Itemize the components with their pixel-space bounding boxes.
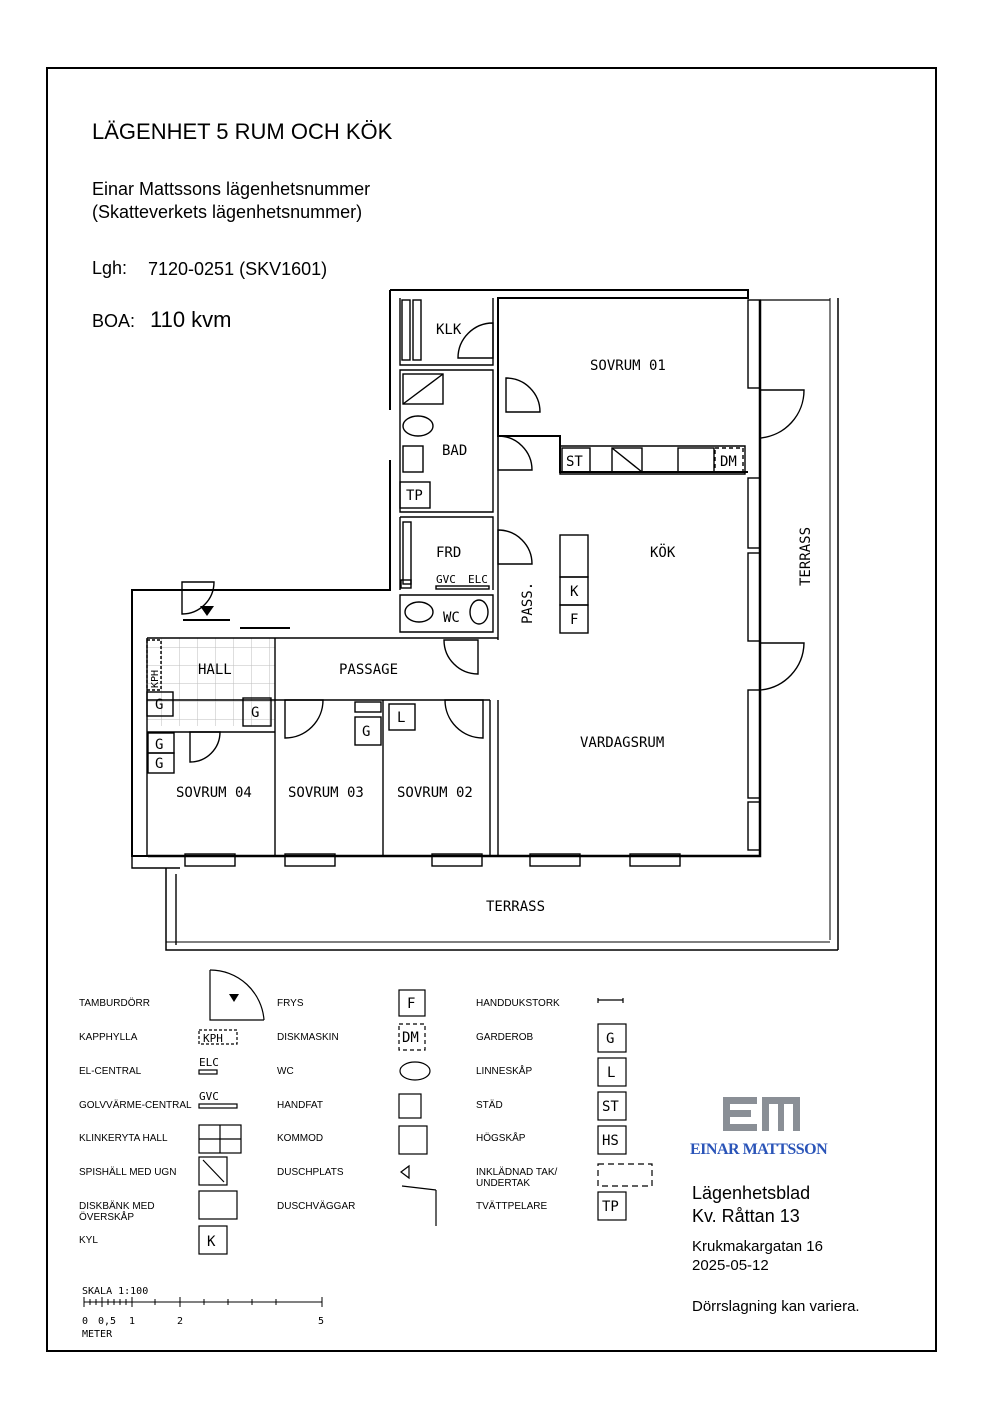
scale-tick-0: 0 [82, 1316, 89, 1327]
door-frd [498, 530, 532, 564]
scale-tick-05: 0,5 [98, 1316, 117, 1327]
door-bad [498, 436, 532, 470]
legend-sym-k: K [207, 1234, 216, 1250]
door-sovrum03 [285, 700, 323, 738]
page-title: LÄGENHET 5 RUM OCH KÖK [92, 119, 393, 144]
entrance-arrow [200, 606, 214, 616]
door-sovrum02 [445, 700, 483, 738]
fixture-elc: ELC [468, 573, 488, 586]
legend-stad: STÄD [476, 1100, 503, 1111]
legend-golvvarme: GOLVVÄRME-CENTRAL [79, 1100, 192, 1111]
info-address: Krukmakargatan 16 [692, 1238, 823, 1255]
info-date: 2025-05-12 [692, 1257, 769, 1274]
subtitle-line-1: Einar Mattssons lägenhetsnummer [92, 179, 371, 199]
legend-wc: WC [277, 1066, 294, 1077]
legend-tvattpelare: TVÄTTPELARE [476, 1201, 548, 1212]
fixture-l: L [397, 710, 406, 726]
fixture-dm: DM [720, 454, 737, 470]
legend-kyl: KYL [79, 1235, 98, 1246]
room-bad: BAD [442, 443, 468, 459]
fixture-g-4: G [155, 756, 164, 772]
room-pass: PASS. [520, 581, 536, 624]
scale-tick-1: 1 [129, 1316, 136, 1327]
legend-garderob: GARDEROB [476, 1032, 534, 1043]
legend-duschplats: DUSCHPLATS [277, 1167, 344, 1178]
room-terrass-bottom: TERRASS [486, 899, 546, 915]
legend-inkladnad: INKLÄDNAD TAK/ [476, 1167, 558, 1178]
room-klk: KLK [436, 322, 462, 338]
legend-klinkeryta: KLINKERYTA HALL [79, 1133, 168, 1144]
scale-bar [84, 1297, 322, 1307]
info-note: Dörrslagning kan variera. [692, 1298, 860, 1315]
fixture-g-5: G [362, 724, 371, 740]
door-terrass-2 [760, 643, 804, 690]
legend-sym-l: L [607, 1065, 616, 1081]
door-sovrum04 [190, 732, 220, 762]
boa-value: 110 kvm [150, 307, 232, 332]
room-sovrum01: SOVRUM 01 [590, 358, 666, 374]
fixture-g-1: G [155, 697, 164, 713]
brand-name: EINAR MATTSSON [690, 1141, 828, 1158]
legend-sym-dm: DM [402, 1030, 419, 1046]
room-passage: PASSAGE [339, 662, 399, 678]
legend-spishall: SPISHÄLL MED UGN [79, 1167, 177, 1178]
room-terrass-right: TERRASS [798, 526, 814, 586]
fixture-kph: KPH [150, 669, 161, 688]
legend-sym-elc: ELC [199, 1056, 219, 1069]
fixture-k: K [570, 584, 579, 600]
legend-sym-gvc: GVC [199, 1090, 219, 1103]
door-passage [444, 640, 478, 674]
fixture-g-3: G [155, 737, 164, 753]
fixture-f: F [570, 612, 579, 628]
room-sovrum04: SOVRUM 04 [176, 785, 252, 801]
legend-handdukstork: HANDDUKSTORK [476, 998, 560, 1009]
legend-tamburdorr: TAMBURDÖRR [79, 998, 150, 1009]
legend-diskmaskin: DISKMASKIN [277, 1032, 339, 1043]
lgh-label: Lgh: [92, 258, 128, 278]
room-vardagsrum: VARDAGSRUM [580, 735, 665, 751]
fixture-tp: TP [406, 488, 423, 504]
fixture-g-2: G [251, 705, 260, 721]
legend-duschvaggar: DUSCHVÄGGAR [277, 1201, 356, 1212]
fixture-st: ST [566, 454, 583, 470]
legend-el-central: EL-CENTRAL [79, 1066, 142, 1077]
legend-overskap: ÖVERSKÅP [79, 1212, 135, 1223]
legend-sym-st: ST [602, 1099, 619, 1115]
lgh-value: 7120-0251 (SKV1601) [148, 259, 328, 279]
legend-handfat: HANDFAT [277, 1100, 323, 1111]
legend-kapphylla: KAPPHYLLA [79, 1032, 138, 1043]
door-terrass-1 [760, 390, 804, 438]
legend-diskbank: DISKBÄNK MED [79, 1201, 155, 1212]
scale-tick-5: 5 [318, 1316, 325, 1327]
legend-sym-f: F [407, 996, 416, 1012]
info-sheet: Lägenhetsblad [692, 1183, 811, 1203]
room-sovrum02: SOVRUM 02 [397, 785, 473, 801]
legend-hogskap: HÖGSKÅP [476, 1133, 526, 1144]
door-sovrum01 [506, 378, 540, 412]
room-kok: KÖK [650, 545, 676, 561]
legend-kommod: KOMMOD [277, 1133, 324, 1144]
info-property: Kv. Råttan 13 [692, 1206, 800, 1226]
legend-sym-hs: HS [602, 1133, 619, 1149]
boa-label: BOA: [92, 311, 136, 331]
legend-sym-tp: TP [602, 1199, 619, 1215]
scale-tick-2: 2 [177, 1316, 184, 1327]
scale-unit: METER [82, 1329, 113, 1340]
legend-sym-g: G [606, 1031, 615, 1047]
room-frd: FRD [436, 545, 462, 561]
legend-sym-kph: KPH [203, 1032, 223, 1045]
legend-symbols [199, 970, 652, 1254]
einar-mattsson-logo [723, 1097, 800, 1131]
door-klk [458, 323, 493, 358]
room-sovrum03: SOVRUM 03 [288, 785, 364, 801]
room-hall: HALL [198, 662, 232, 678]
fixture-gvc: GVC [436, 573, 456, 586]
room-wc: WC [443, 610, 460, 626]
legend-frys: FRYS [277, 998, 304, 1009]
legend-undertak: UNDERTAK [476, 1178, 531, 1189]
scale-title: SKALA 1:100 [82, 1286, 149, 1297]
subtitle-line-2: (Skatteverkets lägenhetsnummer) [92, 202, 363, 222]
legend-linneskap: LINNESKÅP [476, 1066, 533, 1077]
